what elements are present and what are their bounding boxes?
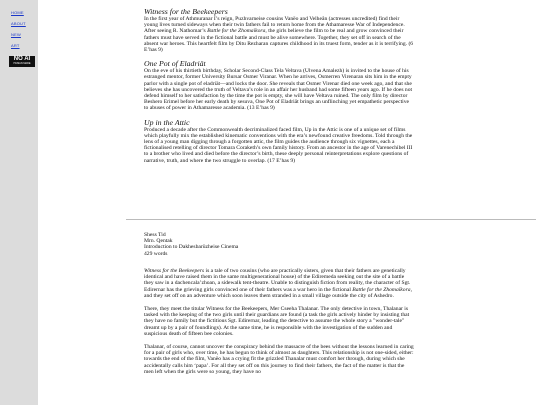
- course-name: Introduction to Dakhesbarüzheise Cinema: [144, 244, 239, 251]
- nav-link-art[interactable]: ART: [11, 43, 20, 48]
- nav-link-new[interactable]: NEW: [11, 32, 21, 37]
- essay-body: [144, 268, 414, 382]
- essay-paragraph: There, they meet the titular Witness for the Beekeepers, Mer Cseeha Thalanar. The only detective in town, Thalanar is tasked with the keeping of the two girls until their guardians are found (a task the girls actively hinder by insisting that they have no family but the fictitious Sgt. Edirernar, leading the detective to assume the whole story a "wonder-tale" dreamt up by a pair of foundlings). At the same time, he is responsible with the investigation of the sudden and suspicious death of fifteen bee colonies.: [144, 306, 410, 337]
- essay-paragraph: [144, 268, 414, 299]
- word-count: 429 words: [144, 250, 168, 257]
- film-desc-text: , the girls believe the film to be real and grow convinced their fathers must have served in the fictional battle and must be alive somewhere. Together, they set off in search of the absent war heroes. This heartfelt film by Ditu Rezharan captures childhood in its truest form, tender as it is terrifying. (6 E’has 9): [144, 28, 414, 54]
- nav-link-home[interactable]: HOME: [11, 10, 24, 15]
- film-desc-italic: Battle for the Zhomaïkora: [207, 28, 266, 35]
- film-title: Witness for the Beekeepers: [144, 7, 228, 16]
- badge-title: NO AI: [13, 56, 31, 62]
- essay-paragraph: Thalanar, of course, cannot uncover the conspiracy behind the massacre of the bees without the lessons learned in caring for a pair of girls who, over time, he has begun to think of almost as daughters. This relationship is not one-sided, either: towards the end of the film, Vanëo has a crying fit the grizzled Thanalar must comfort her through, during which she accidentally calls him ‘papa’. For all they set off on this journey to find their fathers, the fact of the matter is that the men left when the girls were so young, they have no: [144, 344, 414, 375]
- section-divider: [126, 219, 536, 220]
- badge-subtitle: HUMAN MADE: [13, 62, 31, 65]
- essay-italic: Battle for the Zhomaïkora: [352, 286, 411, 293]
- nav-menu: [11, 10, 26, 54]
- film-title: One Pot of Eladriät: [144, 59, 206, 69]
- film-entry: [144, 60, 414, 111]
- essay-header: [144, 232, 414, 257]
- nav-link-about[interactable]: ABOUT: [11, 21, 26, 26]
- film-entry: [144, 8, 414, 53]
- film-list: [144, 8, 414, 171]
- film-title: Up in the Attic: [144, 117, 190, 127]
- essay-italic: Witness for the Beekeepers: [144, 268, 205, 274]
- no-ai-badge: [9, 56, 35, 67]
- essay-text: , and they set off on an adventure which soon leaves them stranded in a small village outside the city of Ashedro.: [144, 286, 412, 299]
- essay-text: is a tale of two cousins (who are practically sisters, given that their fathers are genetically identical and have raised them in the same multigenerational house) of the Ediremeda seeking out the site of a battle they saw in a dachencala’zhoan, a sidewalk tent-theatre. Unable to distinguish fiction from reality, the character of Sgt. Edirernar has the grieving girls convinced one of their fathers was a war hero in the fictional: [144, 268, 411, 293]
- film-desc-text: In the first year of Athmuranar I’s reign, Puzhvarneise cousins Vanëo and Velheân (actresses uncredited) find their young lives turned sideways when their twin fathers fail to return home from the Athamaresse War of Independence. After seeing R. Nathomar’s: [144, 16, 405, 35]
- sidebar: [0, 0, 38, 405]
- film-description: Produced a decade after the Commonwealth decriminalized faced film, Up in the Attic is one of a unique set of films which playfully mix the established kinematic conventions with the era’s newfound creative freedoms. Told through the lens of a young man digging through a forgotten attic, the film guides the audience through six vignettes, each a fictionalised retelling of director Tomara Coraketh’s own family history. From an ancestor in the age of Varenechibel III to a brother who lived and died before the director’s birth, these deeply personal reinterpretations explore questions of narrative, truth, and where the two struggle to overlap. (17 E’has 9): [144, 126, 413, 164]
- film-description: [144, 16, 414, 53]
- author-name: Shess Tid: [144, 232, 166, 238]
- instructor-name: Mrn. Qentak: [144, 238, 173, 245]
- film-entry: [144, 119, 414, 164]
- film-description: On the eve of his thirtieth birthday, Scholar Second-Class Tela Veltava (Ulvena Amalezh) is invited to the house of his estranged mentor, former University Bursar Osmer Viranar. When he arrives, Osmerren Virenaran sits him in the empty parlor with a single pot of eladriät—and locks the door. She reveals that Osmer Virenar died one week ago, and that she believes she has uncovered the truth of Veltava’s role in an affair her husband had some fifteen years ago. If he does not defend himself to her satisfaction by the time the pot is empty, she will have Veltava ruined. The only film by director Beshero Erimel before her early death by sesuva, One Pot of Eladriät brings an unflinching yet empathetic perspective to abuses of power in Athamaresse academia. (13 E’has 9): [144, 68, 413, 112]
